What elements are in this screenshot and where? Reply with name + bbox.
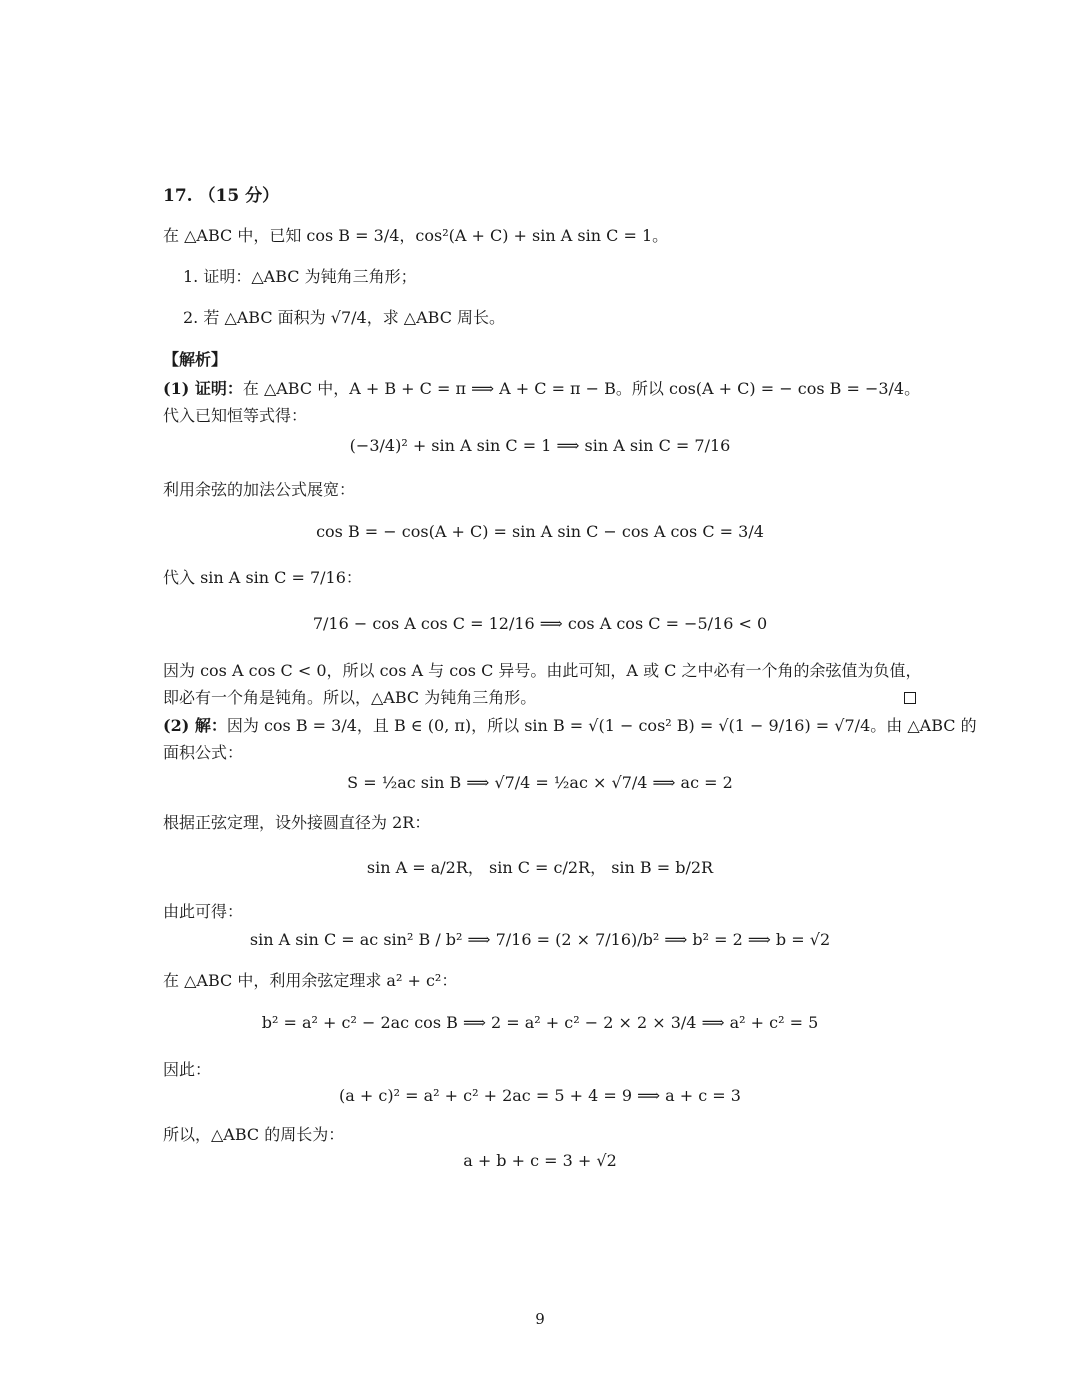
part1-substitute-text: 代入已知恒等式得： — [163, 406, 308, 425]
part2-therefore-text: 因此： — [163, 1060, 212, 1079]
part2-label: (2) 解： — [163, 716, 227, 735]
qed-box — [904, 692, 916, 704]
equation-3: 7/16 − cos A cos C = 12/16 ⟹ cos A cos C = −5/16 < 0 — [312, 614, 768, 633]
problem-statement: 在 △ABC 中，已知 cos B = 3/4，cos²(A + C) + sin A sin C = 1。 — [163, 226, 669, 245]
part2-cosine-law-text: 在 △ABC 中，利用余弦定理求 a² + c²： — [163, 971, 458, 990]
part1-label: (1) 证明： — [163, 379, 243, 398]
part2-sine-law-text: 根据正弦定理，设外接圆直径为 2R： — [163, 813, 431, 832]
solution-title: 【解析】 — [163, 350, 228, 369]
equation-7: b² = a² + c² − 2ac cos B ⟹ 2 = a² + c² − 2 × 2 × 3/4 ⟹ a² + c² = 5 — [261, 1013, 819, 1032]
part1-conclusion-b: 即必有一个角是钝角。所以，△ABC 为钝角三角形。 — [163, 688, 537, 707]
problem-item-1: 1. 证明：△ABC 为钝角三角形； — [183, 267, 417, 286]
solution-part1-line — [163, 377, 920, 401]
equation-8: (a + c)² = a² + c² + 2ac = 5 + 4 = 9 ⟹ a + c = 3 — [339, 1086, 741, 1105]
part1-substitute-sinsin: 代入 sin A sin C = 7/16： — [163, 568, 362, 587]
problem-item-2: 2. 若 △ABC 面积为 √7/4，求 △ABC 周长。 — [183, 308, 506, 327]
equation-1: (−3/4)² + sin A sin C = 1 ⟹ sin A sin C = 7/16 — [349, 436, 731, 455]
part1-text: 在 △ABC 中，A + B + C = π ⟹ A + C = π − B。所以 cos(A + C) = − cos B = −3/4。 — [242, 379, 921, 398]
part2-text: 因为 cos B = 3/4，且 B ∈ (0, π)，所以 sin B = √(1 − cos² B) = √(1 − 9/16) = √7/4。由 △ABC 的 — [226, 716, 977, 735]
problem-header: 17. （15 分） — [163, 186, 280, 206]
equation-4: S = ½ac sin B ⟹ √7/4 = ½ac × √7/4 ⟹ ac = 2 — [347, 773, 733, 792]
solution-part2-line — [163, 714, 977, 738]
part2-area-text: 面积公式： — [163, 743, 244, 762]
part2-derive-text: 由此可得： — [163, 902, 244, 921]
part1-expand-text: 利用余弦的加法公式展宽： — [163, 480, 356, 499]
part2-perimeter-text: 所以，△ABC 的周长为： — [163, 1125, 345, 1144]
equation-5: sin A = a/2R， sin C = c/2R， sin B = b/2R — [366, 858, 714, 877]
page-number: 9 — [535, 1310, 545, 1328]
equation-9: a + b + c = 3 + √2 — [463, 1151, 617, 1170]
part1-conclusion-a: 因为 cos A cos C < 0，所以 cos A 与 cos C 异号。由此可知，A 或 C 之中必有一个角的余弦值为负值， — [163, 661, 922, 680]
equation-6: sin A sin C = ac sin² B / b² ⟹ 7/16 = (2 × 7/16)/b² ⟹ b² = 2 ⟹ b = √2 — [249, 930, 831, 949]
equation-2: cos B = − cos(A + C) = sin A sin C − cos A cos C = 3/4 — [316, 522, 764, 541]
